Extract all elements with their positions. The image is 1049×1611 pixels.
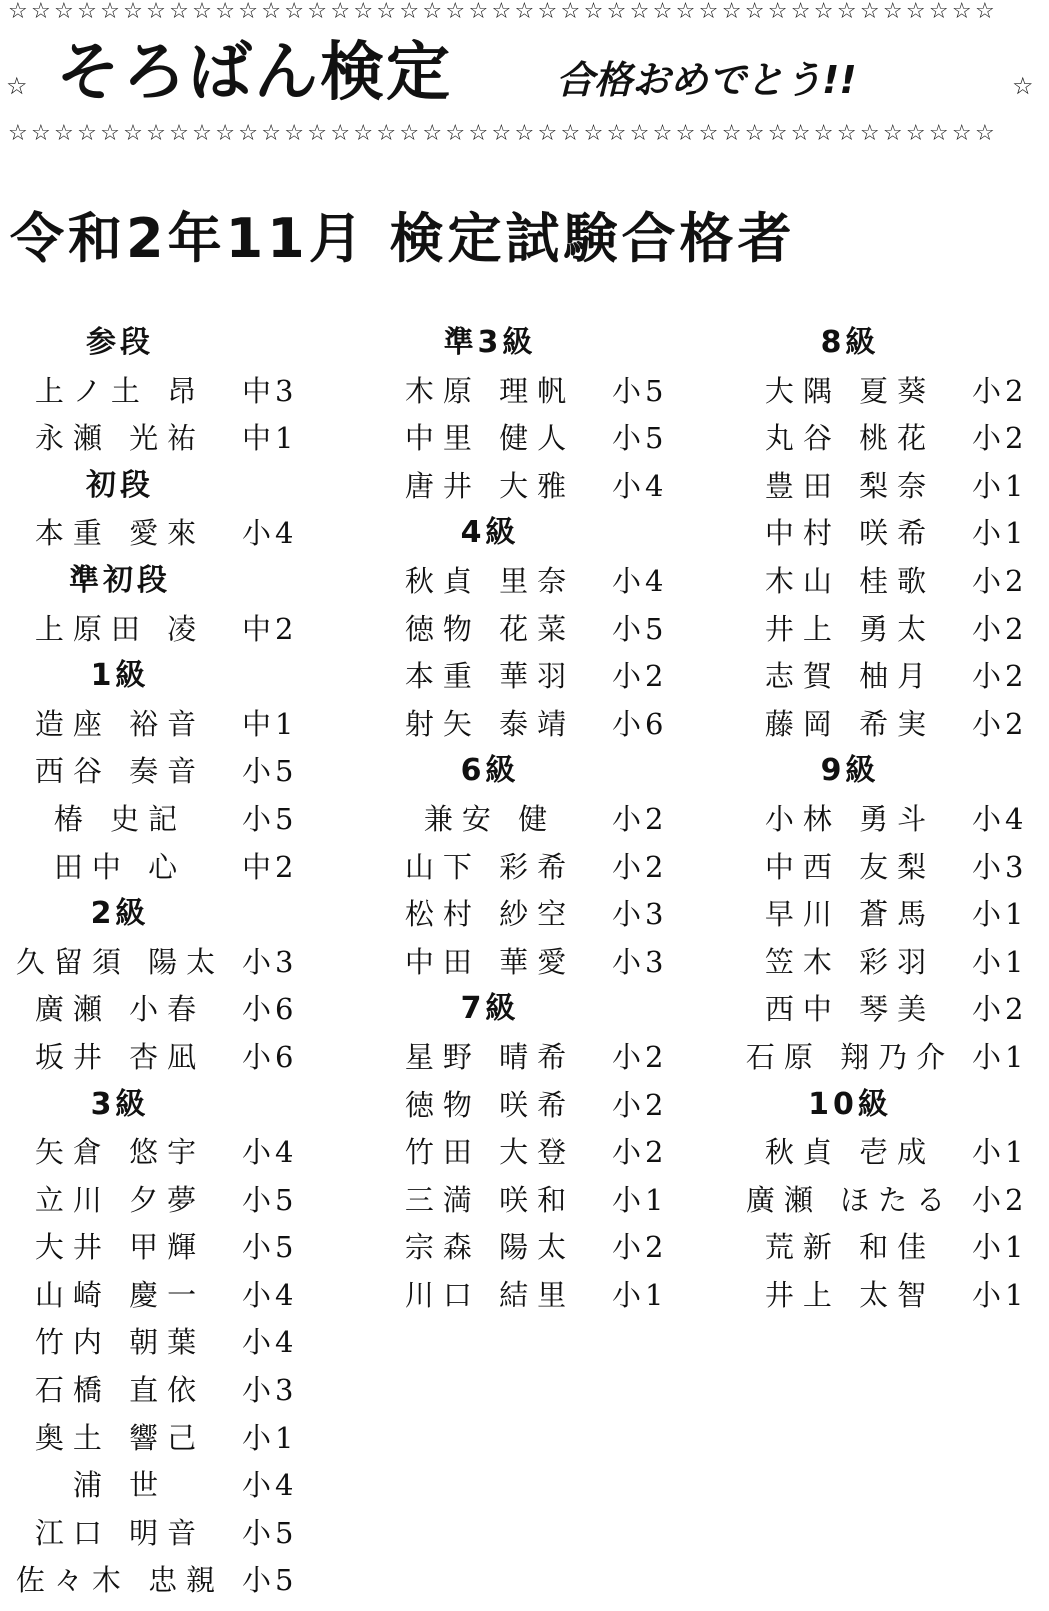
list-item [740, 1272, 1040, 1320]
grade-heading: 3級 [90, 1086, 150, 1122]
student-name: 笠木 彩羽 [764, 944, 936, 979]
student-name: 西谷 奏音 [34, 754, 206, 789]
page-title: 令和2年11月 検定試験合格者 [10, 207, 796, 270]
list-item [10, 701, 310, 749]
list-item [380, 796, 680, 844]
school-grade: 小2 [972, 706, 1028, 741]
school-grade: 中2 [242, 849, 298, 884]
school-grade: 小5 [242, 1563, 298, 1598]
list-item [380, 558, 680, 606]
list-item [10, 606, 310, 654]
banner-title: そろばん検定 [56, 36, 452, 110]
student-name: 宗森 陽太 [404, 1230, 576, 1265]
school-grade: 小3 [612, 944, 668, 979]
student-name: 山崎 慶一 [34, 1277, 206, 1312]
student-name: 志賀 柚月 [764, 659, 936, 694]
school-grade: 小2 [612, 1087, 668, 1122]
list-item [10, 1034, 310, 1082]
list-item [10, 415, 310, 463]
student-name: 豊田 梨奈 [764, 468, 936, 503]
student-name: 浦 世 [72, 1468, 168, 1503]
list-item [380, 368, 680, 416]
school-grade: 中1 [242, 421, 298, 456]
list-item [740, 939, 1040, 987]
student-name: 田中 心 [53, 849, 187, 884]
school-grade: 小5 [612, 611, 668, 646]
list-item [740, 1129, 1040, 1177]
grade-heading-row [380, 748, 680, 796]
list-item [380, 1224, 680, 1272]
school-grade: 小2 [972, 1182, 1028, 1217]
student-name: 本重 華羽 [404, 659, 576, 694]
results-column-1 [10, 320, 310, 1605]
list-item [10, 748, 310, 796]
list-item [10, 1510, 310, 1558]
school-grade: 小4 [612, 563, 668, 598]
list-item [10, 1415, 310, 1463]
school-grade: 小5 [612, 373, 668, 408]
school-grade: 小5 [242, 1182, 298, 1217]
school-grade: 小3 [612, 897, 668, 932]
star-icon-right: ☆ [1012, 72, 1034, 100]
list-item [10, 844, 310, 892]
list-item [380, 653, 680, 701]
list-item [740, 701, 1040, 749]
student-name: 立川 夕夢 [34, 1182, 206, 1217]
grade-heading: 初段 [86, 467, 154, 503]
grade-heading: 10級 [808, 1086, 892, 1122]
school-grade: 小1 [972, 1135, 1028, 1170]
list-item [740, 1034, 1040, 1082]
school-grade: 小2 [972, 659, 1028, 694]
list-item [10, 939, 310, 987]
list-item [10, 1557, 310, 1605]
school-grade: 小5 [242, 754, 298, 789]
results-column-2 [380, 320, 680, 1319]
grade-heading: 1級 [90, 658, 150, 694]
banner-subtitle: 合格おめでとう!! [556, 58, 857, 102]
list-item [10, 1129, 310, 1177]
list-item [380, 1129, 680, 1177]
school-grade: 小5 [242, 1515, 298, 1550]
school-grade: 小2 [972, 992, 1028, 1027]
student-name: 竹内 朝葉 [34, 1325, 206, 1360]
grade-heading-row [10, 891, 310, 939]
grade-heading-row [740, 748, 1040, 796]
school-grade: 小1 [612, 1277, 668, 1312]
student-name: 木原 理帆 [404, 373, 576, 408]
list-item [740, 1177, 1040, 1225]
star-icon-left: ☆ [6, 72, 28, 100]
student-name: 山下 彩希 [404, 849, 576, 884]
student-name: 中里 健人 [404, 421, 576, 456]
list-item [380, 891, 680, 939]
grade-heading-row [10, 463, 310, 511]
student-name: 秋貞 里奈 [404, 563, 576, 598]
grade-heading-row [10, 320, 310, 368]
school-grade: 中2 [242, 611, 298, 646]
school-grade: 小5 [242, 801, 298, 836]
list-item [380, 1177, 680, 1225]
grade-heading: 8級 [820, 325, 880, 360]
grade-heading-row [10, 653, 310, 701]
student-name: 三満 咲和 [404, 1182, 576, 1217]
list-item [10, 368, 310, 416]
grade-heading: 9級 [820, 753, 880, 789]
school-grade: 小1 [972, 468, 1028, 503]
school-grade: 小2 [612, 659, 668, 694]
list-item [740, 510, 1040, 558]
list-item [10, 1462, 310, 1510]
student-name: 江口 明音 [34, 1515, 206, 1550]
student-name: 井上 勇太 [764, 611, 936, 646]
student-name: 本重 愛來 [34, 516, 206, 551]
school-grade: 小4 [972, 801, 1028, 836]
student-name: 坂井 杏凪 [34, 1039, 206, 1074]
list-item [380, 415, 680, 463]
school-grade: 小3 [242, 944, 298, 979]
grade-heading-row [10, 558, 310, 606]
list-item [10, 1319, 310, 1367]
student-name: 中西 友梨 [764, 849, 936, 884]
school-grade: 小1 [972, 944, 1028, 979]
student-name: 石原 翔乃介 [745, 1039, 955, 1074]
student-name: 徳物 花菜 [404, 611, 576, 646]
school-grade: 小6 [612, 706, 668, 741]
student-name: 射矢 泰靖 [404, 706, 576, 741]
student-name: 中村 咲希 [764, 516, 936, 551]
grade-heading-row [10, 1082, 310, 1130]
list-item [10, 796, 310, 844]
school-grade: 中3 [242, 373, 298, 408]
grade-heading-row [380, 320, 680, 368]
school-grade: 中1 [242, 706, 298, 741]
grade-heading: 準3級 [443, 325, 537, 360]
student-name: 造座 裕音 [34, 706, 206, 741]
grade-heading-row [380, 986, 680, 1034]
list-item [740, 891, 1040, 939]
school-grade: 小1 [972, 1230, 1028, 1265]
school-grade: 小4 [612, 468, 668, 503]
student-name: 兼安 健 [423, 801, 557, 836]
student-name: 井上 太智 [764, 1277, 936, 1312]
student-name: 永瀬 光祐 [34, 421, 206, 456]
list-item [380, 463, 680, 511]
grade-heading-row [380, 510, 680, 558]
student-name: 矢倉 悠宇 [34, 1135, 206, 1170]
school-grade: 小4 [242, 1277, 298, 1312]
school-grade: 小1 [972, 897, 1028, 932]
list-item [740, 796, 1040, 844]
star-border-top: ☆☆☆☆☆☆☆☆☆☆☆☆☆☆☆☆☆☆☆☆☆☆☆☆☆☆☆☆☆☆☆☆☆☆☆☆☆☆☆☆☆☆☆ [8, 0, 998, 24]
student-name: 荒新 和佳 [764, 1230, 936, 1265]
student-name: 奥土 響己 [34, 1420, 206, 1455]
list-item [10, 1272, 310, 1320]
list-item [740, 463, 1040, 511]
grade-heading: 7級 [460, 991, 520, 1027]
student-name: 小林 勇斗 [764, 801, 936, 836]
student-name: 上原田 凌 [34, 611, 206, 646]
student-name: 廣瀬 ほたる [745, 1182, 955, 1217]
school-grade: 小4 [242, 1135, 298, 1170]
student-name: 徳物 咲希 [404, 1087, 576, 1122]
results-column-3 [740, 320, 1040, 1319]
list-item [740, 1224, 1040, 1272]
list-item [740, 653, 1040, 701]
student-name: 佐々木 忠親 [15, 1563, 225, 1598]
student-name: 中田 華愛 [404, 944, 576, 979]
school-grade: 小5 [242, 1230, 298, 1265]
school-grade: 小2 [612, 801, 668, 836]
list-item [740, 415, 1040, 463]
student-name: 久留須 陽太 [15, 944, 225, 979]
list-item [380, 1034, 680, 1082]
student-name: 早川 蒼馬 [764, 897, 936, 932]
list-item [740, 606, 1040, 654]
list-item [740, 986, 1040, 1034]
grade-heading: 6級 [460, 753, 520, 789]
school-grade: 小2 [972, 373, 1028, 408]
school-grade: 小2 [972, 421, 1028, 456]
list-item [10, 1177, 310, 1225]
list-item [380, 1272, 680, 1320]
list-item [10, 510, 310, 558]
school-grade: 小1 [972, 516, 1028, 551]
school-grade: 小4 [242, 1325, 298, 1360]
school-grade: 小1 [612, 1182, 668, 1217]
student-name: 松村 紗空 [404, 897, 576, 932]
school-grade: 小2 [612, 1039, 668, 1074]
star-border-bottom: ☆☆☆☆☆☆☆☆☆☆☆☆☆☆☆☆☆☆☆☆☆☆☆☆☆☆☆☆☆☆☆☆☆☆☆☆☆☆☆☆☆☆☆ [8, 122, 998, 146]
student-name: 星野 晴希 [404, 1039, 576, 1074]
student-name: 藤岡 希実 [764, 706, 936, 741]
student-name: 木山 桂歌 [764, 563, 936, 598]
school-grade: 小6 [242, 992, 298, 1027]
school-grade: 小3 [972, 849, 1028, 884]
list-item [10, 1224, 310, 1272]
school-grade: 小2 [972, 611, 1028, 646]
school-grade: 小2 [972, 563, 1028, 598]
student-name: 西中 琴美 [764, 992, 936, 1027]
school-grade: 小1 [972, 1277, 1028, 1312]
list-item [740, 844, 1040, 892]
list-item [10, 1367, 310, 1415]
list-item [10, 986, 310, 1034]
school-grade: 小2 [612, 849, 668, 884]
list-item [740, 368, 1040, 416]
student-name: 椿 史記 [53, 801, 187, 836]
school-grade: 小2 [612, 1230, 668, 1265]
grade-heading-row [740, 1082, 1040, 1130]
school-grade: 小2 [612, 1135, 668, 1170]
grade-heading: 4級 [460, 515, 520, 551]
student-name: 大井 甲輝 [34, 1230, 206, 1265]
student-name: 秋貞 壱成 [764, 1135, 936, 1170]
student-name: 廣瀬 小春 [34, 992, 206, 1027]
grade-heading-row [740, 320, 1040, 368]
school-grade: 小4 [242, 1468, 298, 1503]
student-name: 大隅 夏葵 [764, 373, 936, 408]
student-name: 丸谷 桃花 [764, 421, 936, 456]
school-grade: 小5 [612, 421, 668, 456]
school-grade: 小4 [242, 516, 298, 551]
list-item [380, 844, 680, 892]
school-grade: 小1 [242, 1420, 298, 1455]
student-name: 竹田 大登 [404, 1135, 576, 1170]
student-name: 唐井 大雅 [404, 468, 576, 503]
school-grade: 小6 [242, 1039, 298, 1074]
list-item [740, 558, 1040, 606]
list-item [380, 1082, 680, 1130]
student-name: 上ノ土 昂 [34, 373, 206, 408]
grade-heading: 2級 [90, 896, 150, 932]
grade-heading: 参段 [86, 325, 154, 360]
school-grade: 小1 [972, 1039, 1028, 1074]
student-name: 川口 結里 [404, 1277, 576, 1312]
list-item [380, 701, 680, 749]
grade-heading: 準初段 [69, 562, 171, 598]
list-item [380, 939, 680, 987]
list-item [380, 606, 680, 654]
school-grade: 小3 [242, 1373, 298, 1408]
student-name: 石橋 直依 [34, 1373, 206, 1408]
